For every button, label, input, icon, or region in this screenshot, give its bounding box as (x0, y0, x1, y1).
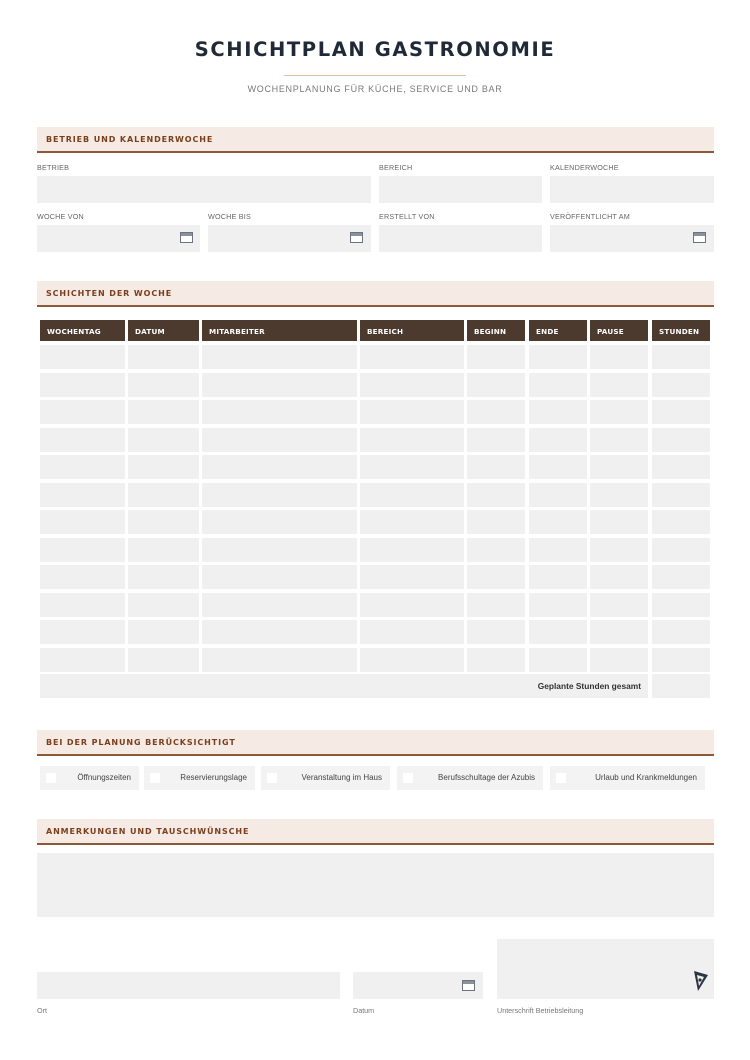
table-cell[interactable] (590, 428, 648, 452)
table-cell[interactable] (40, 345, 125, 369)
label-betrieb: BETRIEB (37, 163, 70, 172)
table-cell[interactable] (467, 373, 525, 397)
calendar-icon[interactable] (693, 232, 706, 243)
table-cell[interactable] (360, 565, 464, 589)
table-cell[interactable] (360, 593, 464, 617)
table-cell[interactable] (128, 538, 199, 562)
table-cell[interactable] (128, 400, 199, 424)
section-header-betrieb (37, 127, 714, 153)
signature-field[interactable] (497, 939, 714, 999)
section-title: BEI DER PLANUNG BERÜCKSICHTIGT (46, 738, 236, 747)
table-cell[interactable] (360, 620, 464, 644)
column-header-datum: DATUM (128, 320, 199, 341)
table-cell[interactable] (128, 510, 199, 534)
table-cell[interactable] (590, 593, 648, 617)
input-bereich[interactable] (379, 176, 542, 203)
table-cell[interactable] (529, 345, 587, 369)
total-hours-input[interactable] (652, 674, 710, 698)
notes-textarea[interactable] (37, 853, 714, 917)
table-cell[interactable] (590, 648, 648, 672)
checkbox-label: Öffnungszeiten (77, 773, 131, 782)
input-kalenderwoche[interactable] (550, 176, 714, 203)
checkbox-label: Veranstaltung im Haus (301, 773, 382, 782)
table-cell[interactable] (128, 620, 199, 644)
table-cell[interactable] (40, 593, 125, 617)
table-cell[interactable] (360, 483, 464, 507)
table-cell[interactable] (202, 538, 357, 562)
table-cell[interactable] (652, 648, 710, 672)
total-hours-label-cell (40, 674, 648, 698)
table-cell[interactable] (40, 538, 125, 562)
table-cell[interactable] (529, 565, 587, 589)
checkbox-box[interactable] (403, 773, 413, 783)
table-cell[interactable] (360, 400, 464, 424)
table-cell[interactable] (202, 483, 357, 507)
table-cell[interactable] (590, 400, 648, 424)
column-header-bereich: BEREICH (360, 320, 464, 341)
input-betrieb[interactable] (37, 176, 371, 203)
table-cell[interactable] (590, 620, 648, 644)
table-cell[interactable] (529, 648, 587, 672)
table-cell[interactable] (40, 428, 125, 452)
document-title: SCHICHTPLAN GASTRONOMIE (194, 38, 556, 61)
calendar-icon[interactable] (350, 232, 363, 243)
table-cell[interactable] (360, 345, 464, 369)
table-cell[interactable] (590, 483, 648, 507)
section-header-schichten (37, 281, 714, 307)
table-cell[interactable] (652, 593, 710, 617)
table-cell[interactable] (202, 510, 357, 534)
table-cell[interactable] (529, 428, 587, 452)
document-subtitle: WOCHENPLANUNG FÜR KÜCHE, SERVICE UND BAR (247, 84, 503, 94)
input-erstellt-von[interactable] (379, 225, 542, 252)
input-woche-bis[interactable] (208, 225, 371, 252)
label-ort: Ort (37, 1006, 47, 1015)
checkbox-veranstaltung[interactable] (261, 766, 390, 790)
section-title: BETRIEB UND KALENDERWOCHE (46, 135, 214, 144)
table-cell[interactable] (529, 400, 587, 424)
table-cell[interactable] (590, 510, 648, 534)
table-cell[interactable] (529, 620, 587, 644)
label-bereich: BEREICH (379, 163, 413, 172)
table-cell[interactable] (128, 565, 199, 589)
table-cell[interactable] (360, 510, 464, 534)
table-cell[interactable] (467, 510, 525, 534)
table-cell[interactable] (128, 648, 199, 672)
column-header-beginn: BEGINN (467, 320, 525, 341)
table-cell[interactable] (529, 373, 587, 397)
column-header-pause: PAUSE (590, 320, 648, 341)
checkbox-box[interactable] (46, 773, 56, 783)
table-cell[interactable] (652, 428, 710, 452)
table-cell[interactable] (467, 428, 525, 452)
table-cell[interactable] (652, 483, 710, 507)
table-cell[interactable] (202, 428, 357, 452)
checkbox-box[interactable] (267, 773, 277, 783)
label-veroeffentlicht-am: VERÖFFENTLICHT AM (550, 212, 630, 221)
checkbox-oeffnungszeiten[interactable] (40, 766, 139, 790)
table-cell[interactable] (529, 455, 587, 479)
table-cell[interactable] (529, 593, 587, 617)
table-cell[interactable] (467, 455, 525, 479)
label-unterschrift: Unterschrift Betriebsleitung (497, 1006, 584, 1015)
section-header-planung (37, 730, 714, 756)
checkbox-box[interactable] (150, 773, 160, 783)
table-cell[interactable] (40, 483, 125, 507)
table-cell[interactable] (590, 455, 648, 479)
table-cell[interactable] (652, 373, 710, 397)
table-cell[interactable] (467, 400, 525, 424)
table-cell[interactable] (128, 345, 199, 369)
table-cell[interactable] (529, 483, 587, 507)
checkbox-reservierungslage[interactable] (144, 766, 255, 790)
table-cell[interactable] (652, 345, 710, 369)
table-cell[interactable] (590, 565, 648, 589)
input-woche-von[interactable] (37, 225, 200, 252)
table-cell[interactable] (467, 483, 525, 507)
table-cell[interactable] (360, 455, 464, 479)
title-divider (284, 75, 466, 76)
table-cell[interactable] (529, 538, 587, 562)
checkbox-label: Urlaub und Krankmeldungen (595, 773, 697, 782)
section-title: ANMERKUNGEN UND TAUSCHWÜNSCHE (46, 827, 250, 836)
table-cell[interactable] (652, 620, 710, 644)
label-kalenderwoche: KALENDERWOCHE (550, 163, 619, 172)
table-cell[interactable] (128, 455, 199, 479)
table-cell[interactable] (128, 373, 199, 397)
label-erstellt-von: ERSTELLT VON (379, 212, 435, 221)
checkbox-urlaub[interactable] (550, 766, 705, 790)
checkbox-label: Berufsschultage der Azubis (438, 773, 535, 782)
table-cell[interactable] (467, 620, 525, 644)
table-cell[interactable] (590, 538, 648, 562)
table-cell[interactable] (128, 483, 199, 507)
label-woche-von: WOCHE VON (37, 212, 84, 221)
table-cell[interactable] (360, 428, 464, 452)
input-ort[interactable] (37, 972, 340, 999)
table-cell[interactable] (40, 565, 125, 589)
column-header-ende: ENDE (529, 320, 587, 341)
table-cell[interactable] (590, 345, 648, 369)
section-title: SCHICHTEN DER WOCHE (46, 289, 173, 298)
table-cell[interactable] (202, 400, 357, 424)
table-cell[interactable] (360, 373, 464, 397)
calendar-icon[interactable] (180, 232, 193, 243)
label-woche-bis: WOCHE BIS (208, 212, 251, 221)
total-hours-label: Geplante Stunden gesamt (537, 681, 641, 691)
checkbox-label: Reservierungslage (180, 773, 247, 782)
table-cell[interactable] (202, 373, 357, 397)
column-header-wochentag: WOCHENTAG (40, 320, 125, 341)
table-cell[interactable] (40, 510, 125, 534)
table-cell[interactable] (202, 455, 357, 479)
table-cell[interactable] (467, 565, 525, 589)
table-cell[interactable] (202, 593, 357, 617)
section-header-anmerkungen (37, 819, 714, 845)
table-cell[interactable] (360, 538, 464, 562)
table-cell[interactable] (360, 648, 464, 672)
checkbox-box[interactable] (556, 773, 566, 783)
column-header-stunden: STUNDEN (652, 320, 710, 341)
table-cell[interactable] (652, 510, 710, 534)
pen-nib-icon (693, 970, 709, 992)
table-cell[interactable] (529, 510, 587, 534)
checkbox-berufsschultage[interactable] (397, 766, 543, 790)
table-cell[interactable] (202, 345, 357, 369)
table-cell[interactable] (590, 373, 648, 397)
table-cell[interactable] (467, 345, 525, 369)
table-cell[interactable] (40, 648, 125, 672)
table-cell[interactable] (652, 400, 710, 424)
table-cell[interactable] (652, 455, 710, 479)
calendar-icon[interactable] (462, 980, 475, 991)
table-cell[interactable] (40, 620, 125, 644)
label-datum: Datum (353, 1006, 375, 1015)
table-cell[interactable] (128, 428, 199, 452)
column-header-mitarbeiter: MITARBEITER (202, 320, 357, 341)
table-cell[interactable] (40, 373, 125, 397)
table-cell[interactable] (652, 565, 710, 589)
table-cell[interactable] (128, 593, 199, 617)
table-cell[interactable] (40, 400, 125, 424)
table-cell[interactable] (202, 565, 357, 589)
table-cell[interactable] (467, 593, 525, 617)
table-cell[interactable] (467, 648, 525, 672)
table-cell[interactable] (40, 455, 125, 479)
table-cell[interactable] (467, 538, 525, 562)
table-cell[interactable] (652, 538, 710, 562)
input-datum[interactable] (353, 972, 483, 999)
input-veroeffentlicht-am[interactable] (550, 225, 714, 252)
table-cell[interactable] (202, 620, 357, 644)
table-cell[interactable] (202, 648, 357, 672)
